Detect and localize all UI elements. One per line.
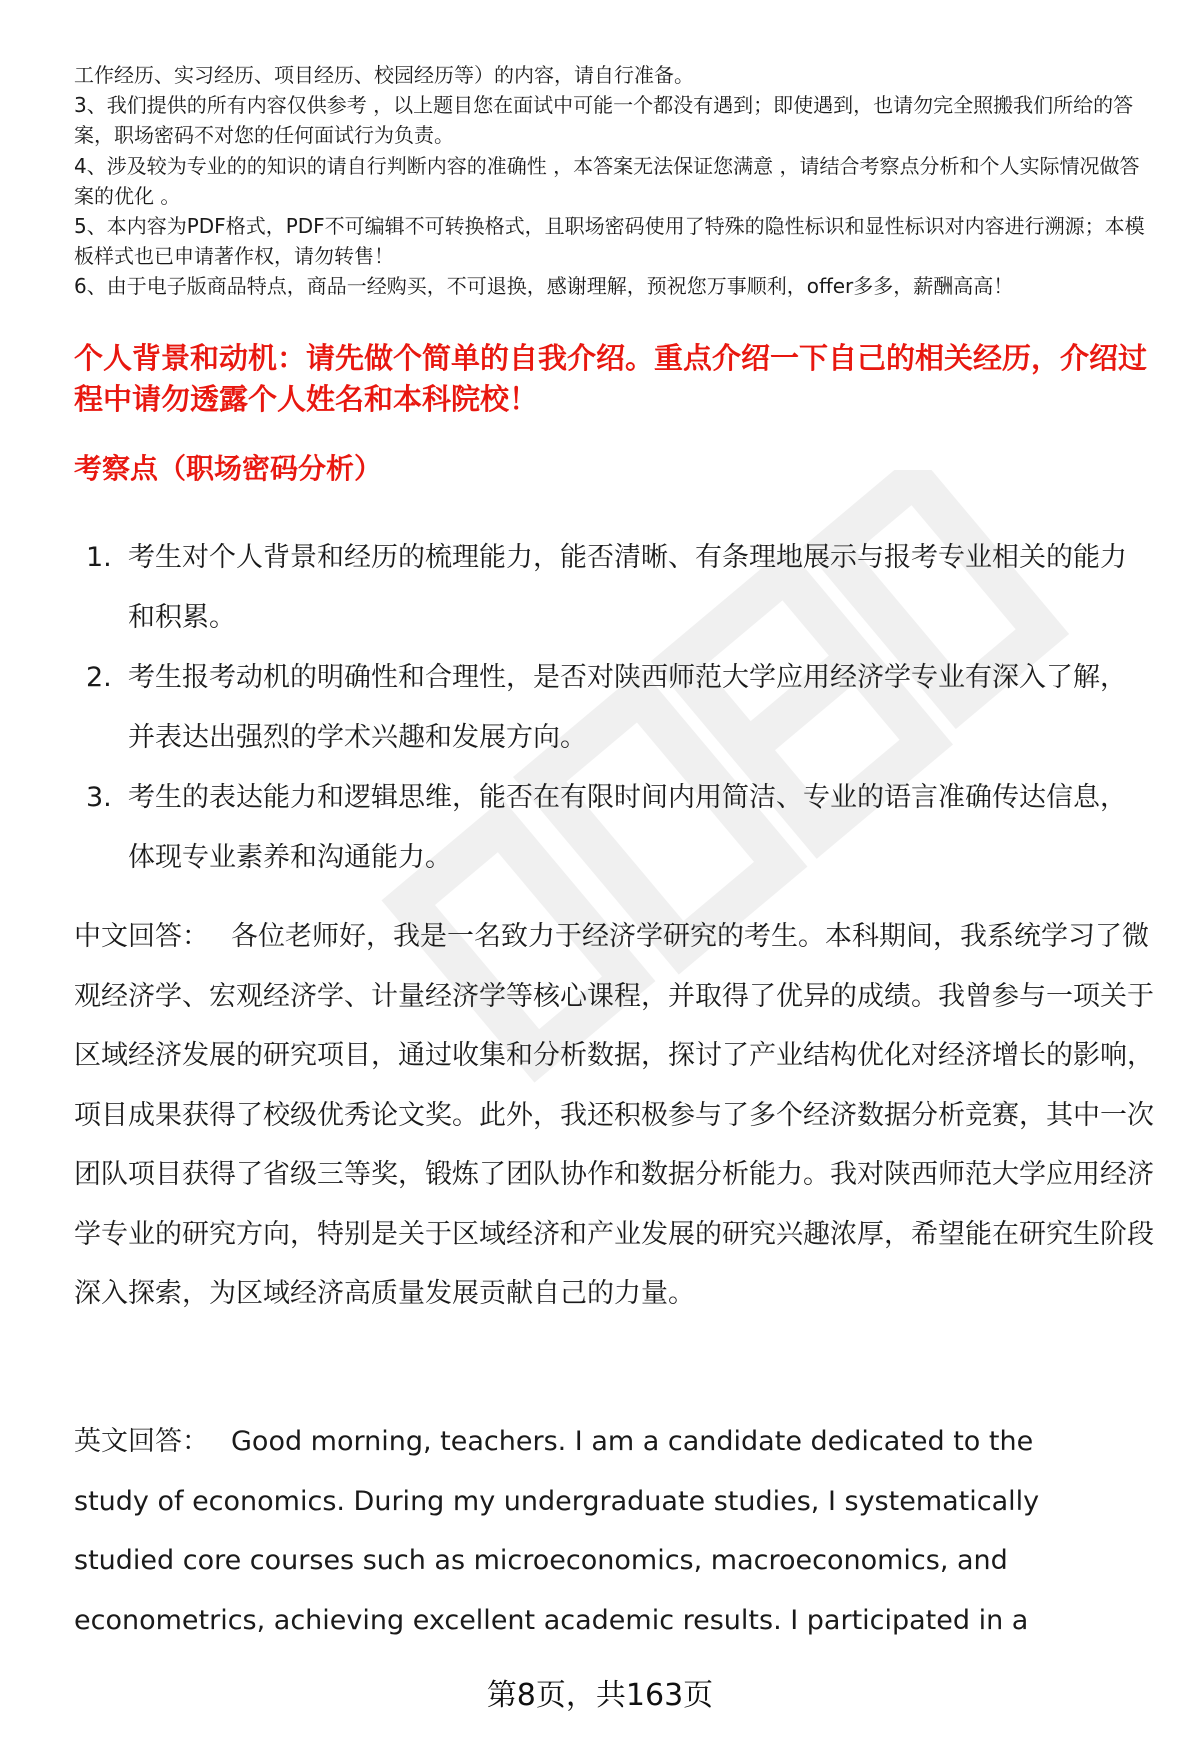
note-line: 6、由于电子版商品特点，商品一经购买，不可退换，感谢理解，预祝您万事顺利，offer多多，薪酬高高！	[74, 274, 1014, 299]
chinese-answer-text: 各位老师好，我是一名致力于经济学研究的考生。本科期间，我系统学习了微观经济学、宏观经济学、计量经济学等核心课程，并取得了优异的成绩。我曾参与一项关于区域经济发展的研究项目，通过收集和分析数据，探讨了产业结构优化对经济增长的影响，项目成果获得了校级优秀论文奖。此外，我还积极参与了多个经济数据分析竞赛，其中一次团队项目获得了省级三等奖，锻炼了团队协作和数据分析能力。我对陕西师范大学应用经济学专业的研究方向，特别是关于区域经济和产业发展的研究兴趣浓厚，希望能在研究生阶段深入探索，为区域经济高质量发展贡献自己的力量。	[74, 921, 1154, 1309]
list-item	[74, 648, 1138, 768]
note-line: 4、涉及较为专业的的知识的请自行判断内容的准确性 ，本答案无法保证您满意 ，请结合考察点分析和个人实际情况做答案的优化 。	[74, 153, 1140, 208]
notes-section	[74, 60, 1154, 302]
list-item-number: 3.	[86, 782, 112, 813]
analysis-section-title: 考察点（职场密码分析）	[74, 452, 383, 485]
note-line: 3、我们提供的所有内容仅供参考 ，以上题目您在面试中可能一个都没有遇到；即使遇到，也请勿完全照搬我们所给的答案，职场密码不对您的任何面试行为负责。	[74, 93, 1134, 148]
chinese-answer-label: 中文回答：	[74, 921, 209, 952]
page-number-footer: 第8页，共163页	[486, 1678, 714, 1713]
list-item-number: 1.	[86, 542, 112, 573]
assessment-points-list	[74, 528, 1154, 888]
note-line: 5、本内容为PDF格式，PDF不可编辑不可转换格式，且职场密码使用了特殊的隐性标识和显性标识对内容进行溯源；本模板样式也已申请著作权，请勿转售！	[74, 214, 1145, 269]
english-answer	[74, 1412, 1094, 1650]
chinese-answer	[74, 907, 1154, 1324]
question-heading: 个人背景和动机：请先做个简单的自我介绍。重点介绍一下自己的相关经历，介绍过程中请勿透露个人姓名和本科院校！	[74, 341, 1148, 416]
list-item	[74, 768, 1138, 888]
list-item-number: 2.	[86, 662, 112, 693]
list-item-text: 考生报考动机的明确性和合理性，是否对陕西师范大学应用经济学专业有深入了解，并表达出强烈的学术兴趣和发展方向。	[128, 662, 1127, 753]
english-answer-text: Good morning, teachers. I am a candidate dedicated to the study of economics. During my undergraduate studies, I systematically studied core courses such as microeconomics, macroeconomics, and econometrics, achieving excellent academic results. I participated in a	[74, 1426, 1040, 1636]
english-answer-label: 英文回答：	[74, 1426, 209, 1457]
list-item	[74, 528, 1138, 648]
note-line: 工作经历、实习经历、项目经历、校园经历等）的内容，请自行准备。	[74, 63, 694, 87]
list-item-text: 考生对个人背景和经历的梳理能力，能否清晰、有条理地展示与报考专业相关的能力和积累。	[128, 542, 1127, 633]
list-item-text: 考生的表达能力和逻辑思维，能否在有限时间内用简洁、专业的语言准确传达信息，体现专业素养和沟通能力。	[128, 782, 1127, 873]
